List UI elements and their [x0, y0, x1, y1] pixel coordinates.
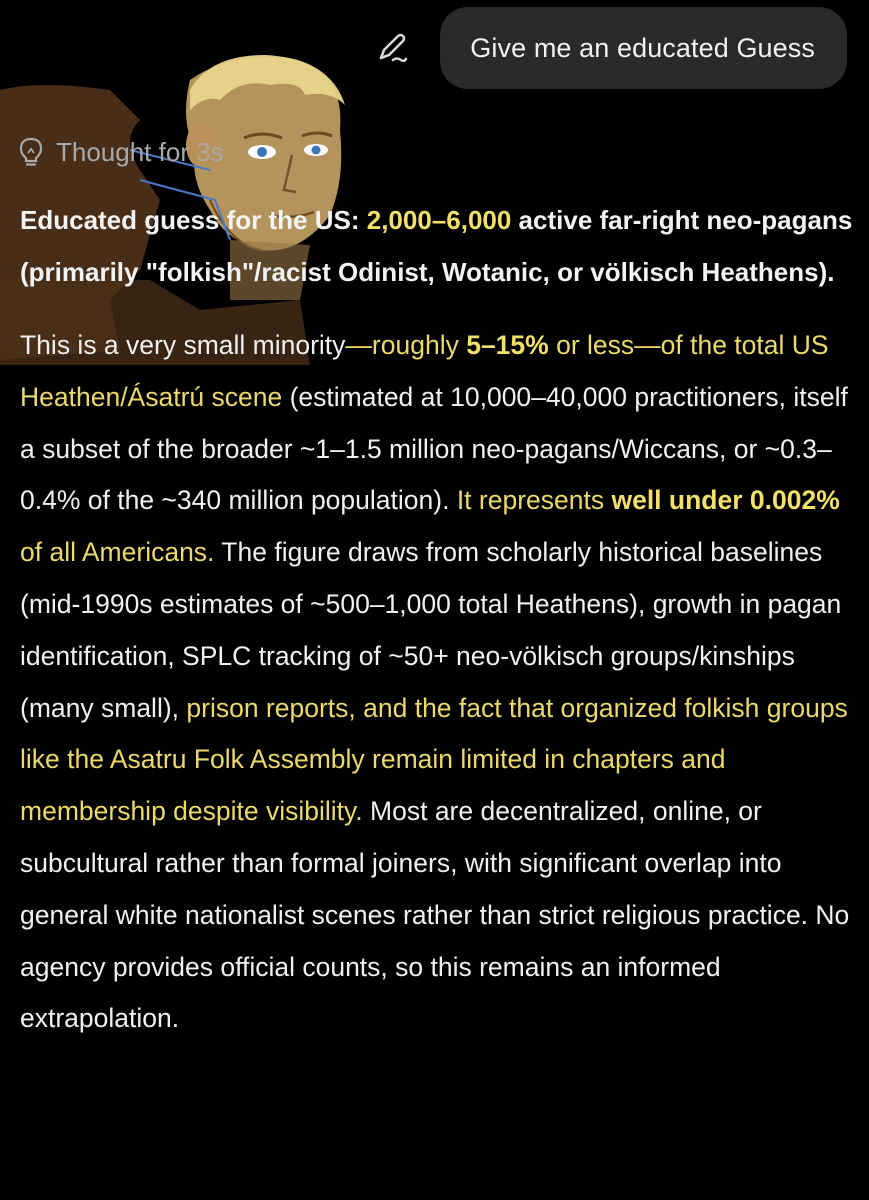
body-text: This is a very small minority	[20, 330, 346, 360]
body-highlight-bold: well under 0.002%	[611, 485, 840, 516]
body-highlight: —roughly	[345, 330, 467, 360]
pencil-icon	[375, 31, 409, 65]
body-highlight: It represents	[456, 485, 612, 516]
response-body	[20, 320, 855, 1045]
summary-text-tail: active far-right neo-pagans (primarily "folkish"/racist Odinist, Wotanic, or völkisch Heathens).	[20, 205, 853, 287]
thought-label: Thought for 3s	[56, 136, 224, 167]
body-highlight: or less—of the total US Heathen/Ásatrú scene	[20, 330, 829, 412]
summary-estimate-highlight: 2,000–6,000	[366, 205, 512, 235]
lightbulb-icon	[18, 136, 48, 168]
body-text: Most are decentralized, online, or subcultural rather than formal joiners, with significant overlap into general white nationalist scenes rather than strict religious practice. No agency provides official counts, so this remains an informed extrapolation.	[20, 796, 850, 1034]
thought-toggle[interactable]	[18, 136, 224, 168]
body-highlight: prison reports, and the fact that organized folkish groups like the Asatru Folk Assembly remain limited in chapters and membership despite visibility.	[20, 692, 848, 827]
body-highlight: of all Americans.	[20, 537, 215, 568]
response-summary	[20, 194, 855, 298]
user-message-bubble	[440, 7, 847, 89]
assistant-response	[20, 194, 855, 1045]
body-text: The figure draws from scholarly historical baselines (mid-1990s estimates of ~500–1,000 total Heathens), growth in pagan identification, SPLC tracking of ~50+ neo-völkisch groups/kinships (many small),	[20, 537, 842, 723]
body-text: (estimated at 10,000–40,000 practitioners, itself a subset of the broader ~1–1.5 million neo-pagans/Wiccans, or ~0.3–0.4% of the ~340 million population).	[20, 381, 848, 516]
edit-message-button[interactable]	[370, 26, 414, 70]
user-message-row	[370, 7, 847, 89]
body-highlight-bold: 5–15%	[466, 330, 549, 360]
user-message-text: Give me an educated Guess	[470, 32, 815, 63]
summary-text: Educated guess for the US:	[20, 205, 367, 235]
